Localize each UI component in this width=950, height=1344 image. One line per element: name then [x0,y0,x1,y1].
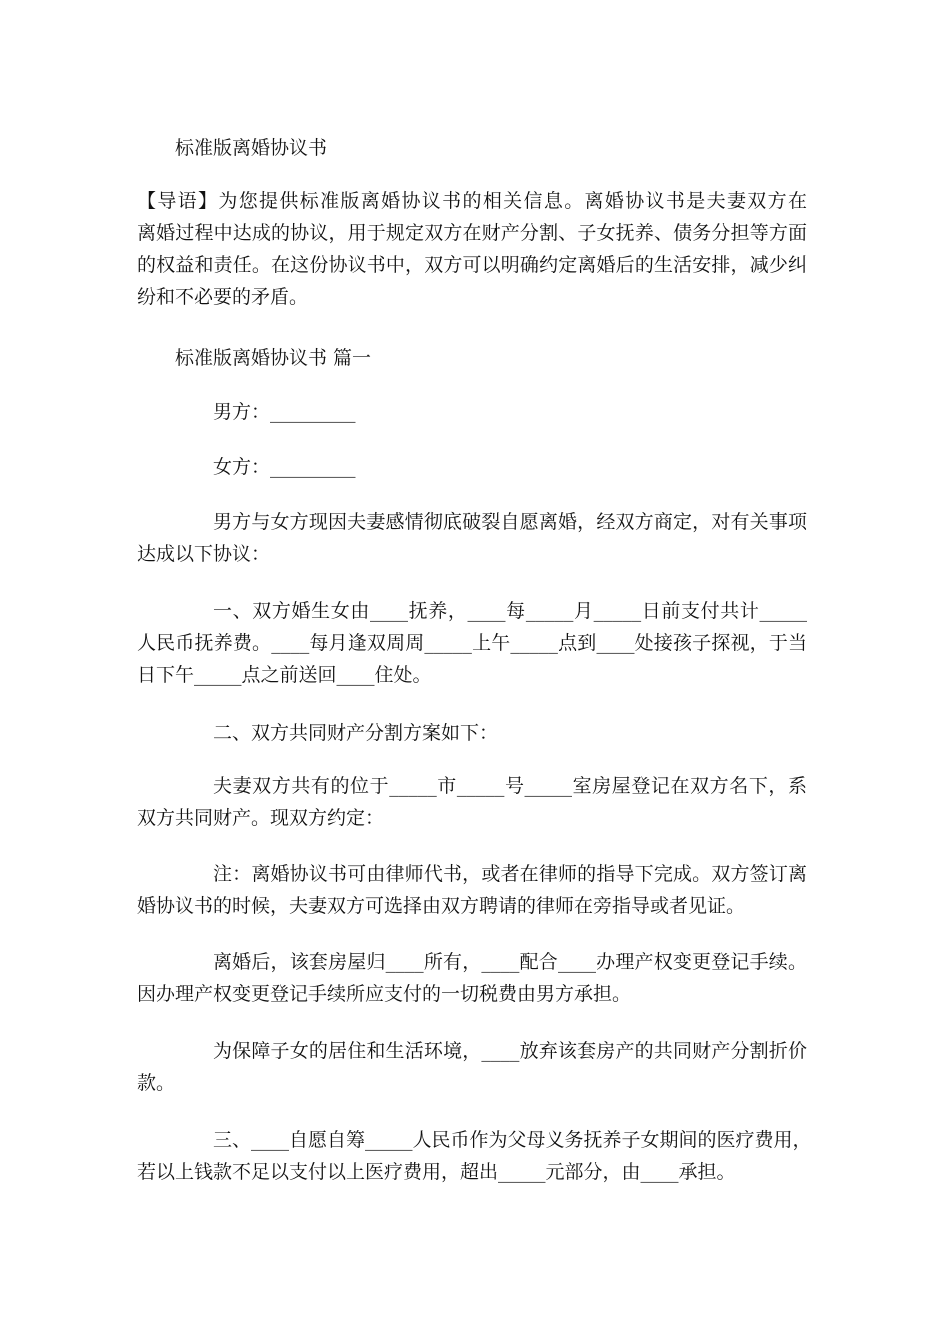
note-line: 婚协议书的时候，夫妻双方可选择由双方聘请的律师在旁指导或者见证。 [137,895,746,917]
clause-2-property-paragraph [137,770,807,834]
note-paragraph [137,858,807,922]
note-line: 注：离婚协议书可由律师代书，或者在律师的指导下完成。双方签订离 [213,863,807,885]
clause-2-house-paragraph [137,946,807,1010]
clause-2-property-line: 夫妻双方共有的位于_____市_____号_____室房屋登记在双方名下，系 [213,775,807,797]
intro-line: 【导语】为您提供标准版离婚协议书的相关信息。离婚协议书是夫妻双方在 [137,190,807,212]
preamble-line: 男方与女方现因夫妻感情彻底破裂自愿离婚，经双方商定，对有关事项 [213,511,807,533]
clause-1-line: 人民币抚养费。____每月逢双周周_____上午_____点到____处接孩子探视，于当 [137,632,807,654]
preamble-line: 达成以下协议： [137,543,271,565]
section-title: 标准版离婚协议书 篇一 [175,347,372,369]
document-title: 标准版离婚协议书 [175,137,328,159]
clause-2-house-line: 因办理产权变更登记手续所应支付的一切税费由男方承担。 [137,983,632,1005]
clause-3-paragraph [137,1124,812,1188]
clause-2-property-line: 双方共同财产。现双方约定： [137,807,385,829]
clause-3-line: 若以上钱款不足以支付以上医疗费用，超出_____元部分，由____承担。 [137,1161,736,1183]
clause-1-line: 一、双方婚生女由____抚养，____每_____月_____日前支付共计_____ [213,600,807,622]
intro-line: 的权益和责任。在这份协议书中，双方可以明确约定离婚后的生活安排，减少纠 [137,254,807,276]
male-party-field: 男方：_________ [213,401,356,423]
intro-paragraph [137,185,807,313]
clause-2-house-line: 离婚后，该套房屋归____所有，____配合____办理产权变更登记手续。 [213,951,807,973]
intro-line: 离婚过程中达成的协议，用于规定双方在财产分割、子女抚养、债务分担等方面 [137,222,807,244]
clause-2-title: 二、双方共同财产分割方案如下： [213,722,499,744]
clause-3-line: 三、____自愿自筹_____人民币作为父母义务抚养子女期间的医疗费用， [213,1129,812,1151]
intro-line: 纷和不必要的矛盾。 [137,286,309,308]
clause-2-waiver-paragraph [137,1035,807,1099]
clause-2-waiver-line: 款。 [137,1072,176,1094]
female-party-field: 女方：_________ [213,456,356,478]
clause-2-waiver-line: 为保障子女的居住和生活环境，____放弃该套房产的共同财产分割折价 [213,1040,807,1062]
preamble-paragraph [137,506,807,570]
clause-1-paragraph [137,595,807,691]
clause-1-line: 日下午_____点之前送回____住处。 [137,664,432,686]
